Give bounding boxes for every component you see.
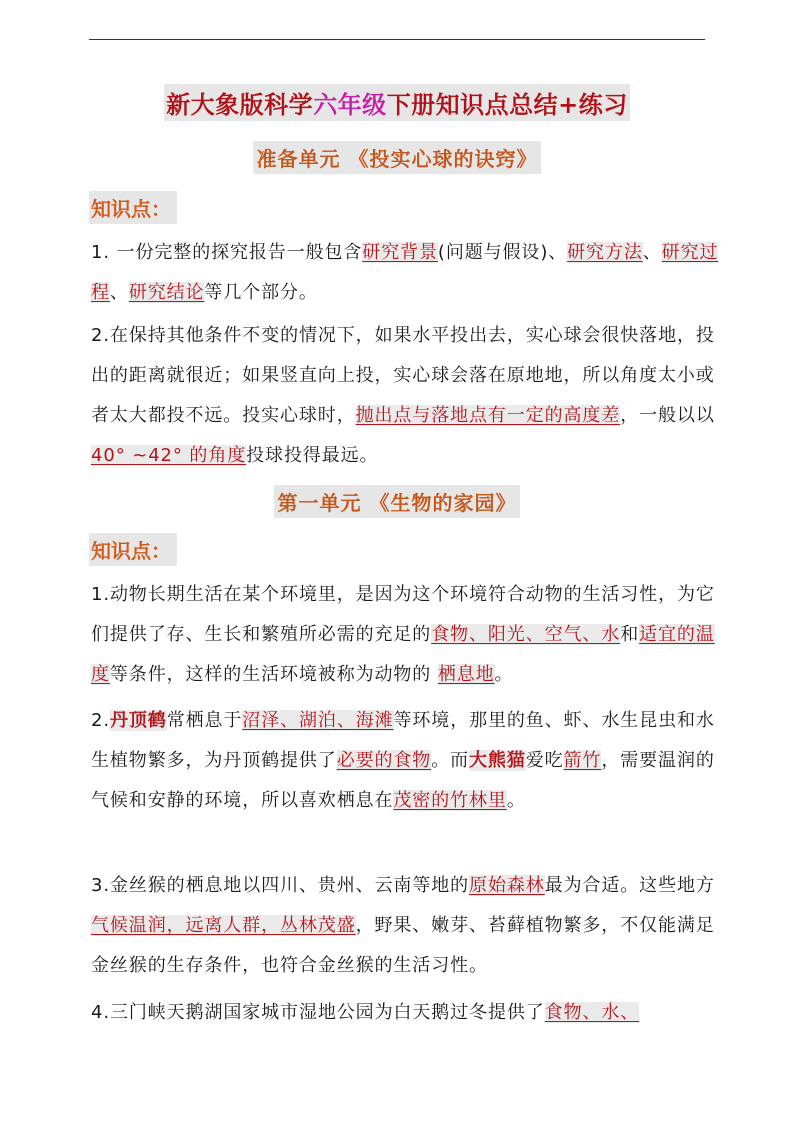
kp-label-text: 知识点： <box>89 533 177 566</box>
highlighted-term: 40° ~42° 的角度 <box>91 445 247 466</box>
bold-term: 丹顶鹤 <box>109 710 167 731</box>
unit-heading-1 <box>0 485 794 518</box>
unit-heading-text: 第一单元 《生物的家园》 <box>274 485 521 518</box>
knowledge-points-label <box>89 191 177 224</box>
text-run: (问题与假设)、 <box>437 242 568 263</box>
text-run: 1.动物长期生活在某个环境里，是因为这个环境符合动物的生活习性，为它们提供了存、生长和繁殖所必需的充足的 <box>91 584 715 645</box>
text-run: 等环境，那里的鱼、虾、水生昆虫和水生植物繁多，为丹顶鹤提供了 <box>91 710 715 771</box>
bold-term: 大熊猫 <box>469 750 526 771</box>
highlighted-term: 抛出点与落地点有一定的高度差 <box>355 405 621 426</box>
title-part-1: 新大象版科学 <box>166 90 314 119</box>
text-run: ，一般以以 <box>620 405 715 426</box>
highlighted-term: 栖息地 <box>437 664 495 685</box>
title-part-3: 下册知识点总结+练习 <box>386 90 628 119</box>
text-run: 投球投得最远。 <box>246 445 379 466</box>
text-run: 1. 一份完整的探究报告一般包含 <box>91 242 363 263</box>
paragraph <box>91 866 731 986</box>
document-title <box>0 84 794 121</box>
text-run: 最为合适。这些地方 <box>544 875 715 896</box>
text-run: 、 <box>642 242 662 263</box>
text-run: 4.三门峡天鹅湖国家城市湿地公园为白天鹅过冬提供了 <box>91 1002 545 1023</box>
text-run: 。 <box>494 664 514 685</box>
unit-heading-prep <box>0 141 794 174</box>
text-run: 2. <box>91 710 110 731</box>
text-run: 和 <box>620 624 640 645</box>
paragraph <box>91 316 731 476</box>
paragraph <box>91 233 731 313</box>
text-run: ，需要温润的气候和安静的环境，所以喜欢栖息在 <box>91 750 715 811</box>
highlighted-term: 箭竹 <box>563 750 602 771</box>
highlighted-term: 研究过程 <box>91 242 719 303</box>
text-run: 、 <box>109 282 129 303</box>
highlighted-term: 茂密的竹林里 <box>393 790 507 811</box>
paragraph <box>91 575 731 695</box>
text-run: 爱吃 <box>525 750 564 771</box>
highlighted-term: 沼泽、湖泊、海滩 <box>242 710 394 731</box>
header-rule <box>89 39 705 40</box>
highlighted-term: 研究背景 <box>362 242 438 263</box>
text-run: 等几个部分。 <box>204 282 318 303</box>
highlighted-term: 适宜的温度 <box>91 624 715 685</box>
highlighted-term: 原始森林 <box>469 875 545 896</box>
highlighted-term: 必要的食物 <box>336 750 432 771</box>
paragraph <box>91 701 731 821</box>
text-run: 2.在保持其他条件不变的情况下，如果水平投出去，实心球会很快落地，投出的距离就很近；如果竖直向上投，实心球会落在原地地，所以角度太小或者太大都投不远。投实心球时， <box>91 325 715 426</box>
text-run: 。 <box>506 790 526 811</box>
text-run: 3.金丝猴的栖息地以四川、贵州、云南等地的 <box>91 875 470 896</box>
text-run: 。而 <box>431 750 470 771</box>
kp-label-text: 知识点： <box>89 191 177 224</box>
knowledge-points-label <box>89 533 177 566</box>
title-grade: 六年级 <box>313 90 387 119</box>
paragraph <box>91 993 731 1033</box>
highlighted-term: 研究方法 <box>567 242 643 263</box>
highlighted-term: 气候温润，远离人群，丛林茂盛 <box>91 915 356 936</box>
highlighted-term: 食物、阳光、空气、水 <box>431 624 621 645</box>
unit-heading-text: 准备单元 《投实心球的诀窍》 <box>253 141 542 174</box>
text-run: 常栖息于 <box>166 710 243 731</box>
highlighted-term: 食物、水、 <box>544 1002 640 1023</box>
text-run: 等条件，这样的生活环境被称为动物的 <box>109 664 438 685</box>
title-text <box>164 84 630 121</box>
text-run: ，野果、嫩芽、苔藓植物繁多，不仅能满足金丝猴的生存条件，也符合金丝猴的生活习性。 <box>91 915 715 976</box>
highlighted-term: 研究结论 <box>128 282 205 303</box>
